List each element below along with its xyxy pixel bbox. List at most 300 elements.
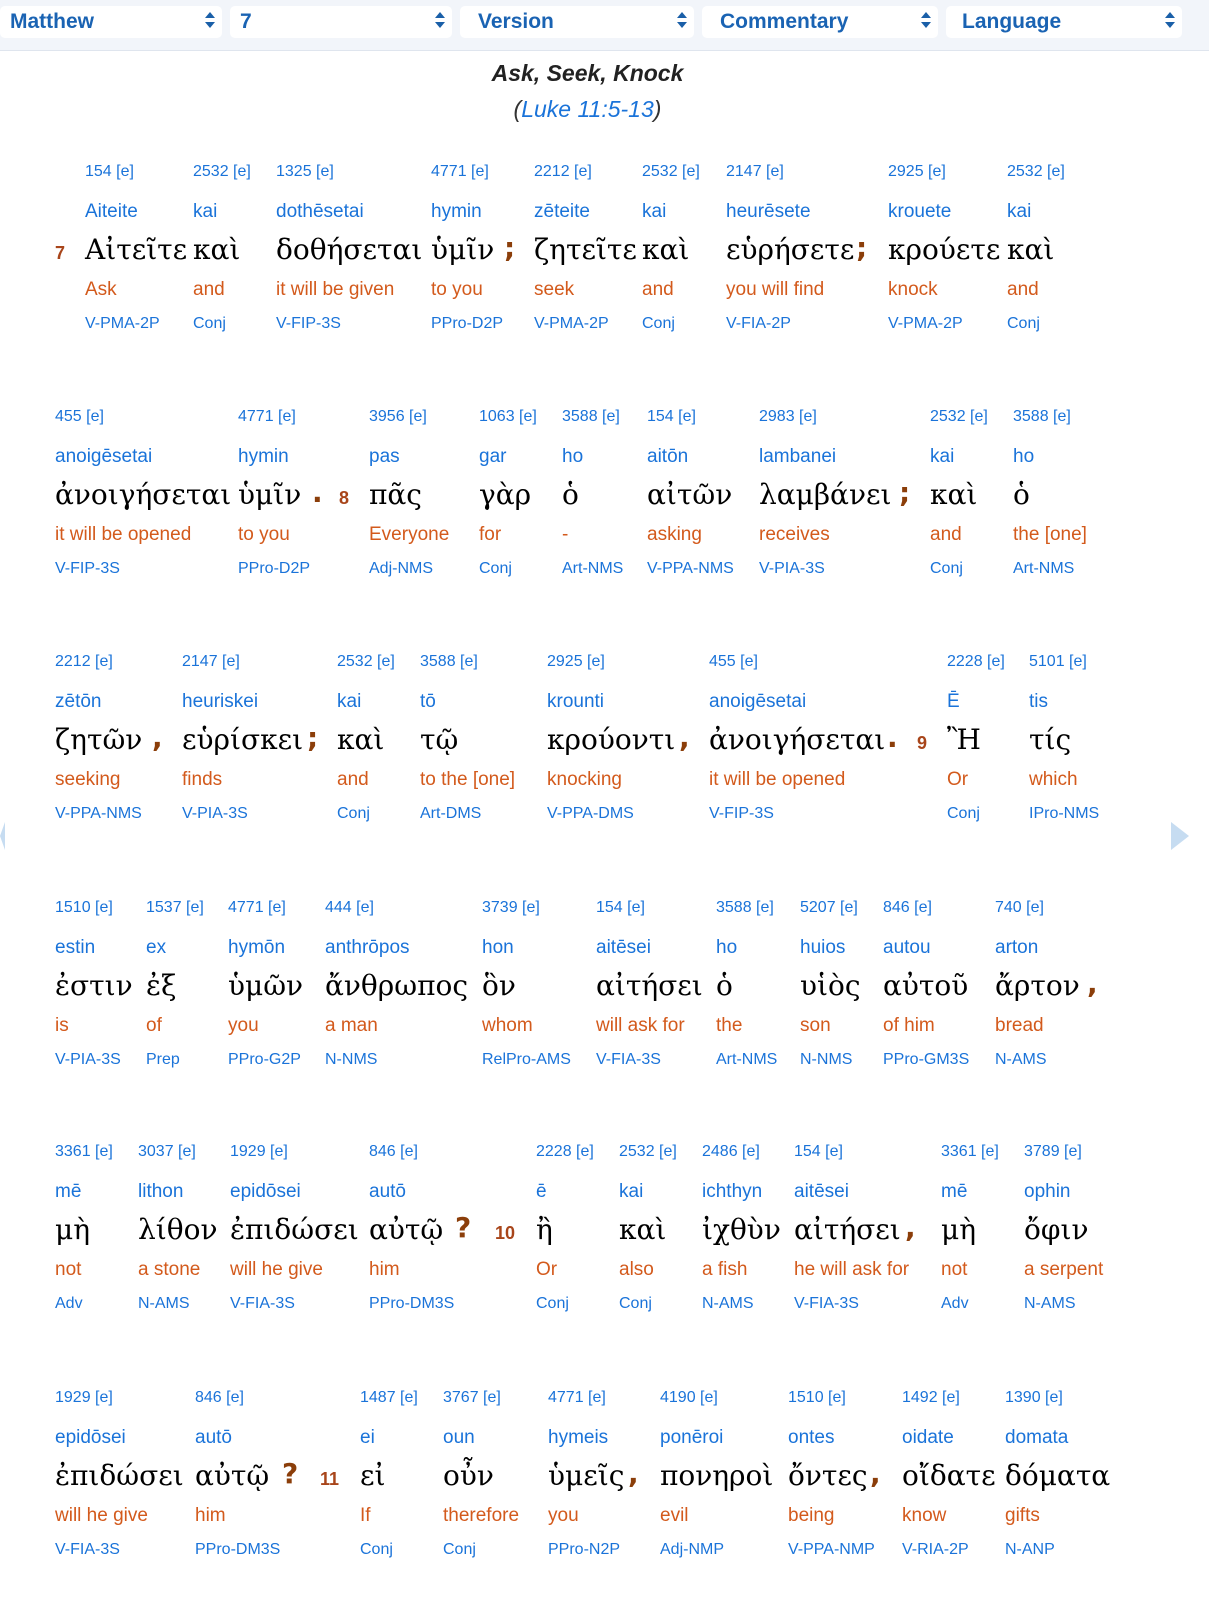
greek-word: γὰρ: [479, 478, 532, 511]
english-gloss: whom: [482, 1015, 533, 1036]
english-gloss: for: [479, 524, 502, 545]
english-gloss: will he give: [230, 1259, 323, 1280]
book-select[interactable]: [0, 6, 222, 38]
english-gloss: which: [1029, 769, 1078, 790]
punctuation: ;: [504, 231, 516, 264]
verse-number[interactable]: 9: [917, 733, 928, 753]
paren-open: (: [513, 96, 522, 122]
transliteration-link[interactable]: kai: [1007, 201, 1032, 222]
greek-word: πᾶς: [369, 478, 422, 511]
strongs-number-link[interactable]: 444 [e]: [325, 899, 374, 916]
chapter-select-value: 7: [240, 10, 252, 33]
greek-word: ἰχθὺν: [702, 1213, 781, 1246]
selector-bar: [0, 0, 1209, 51]
greek-word: ὁ: [562, 478, 579, 511]
strongs-number-link[interactable]: 1492 [e]: [902, 1389, 960, 1406]
transliteration-link[interactable]: lithon: [138, 1181, 184, 1202]
strongs-number-link[interactable]: 3588 [e]: [562, 408, 620, 425]
strongs-number-link[interactable]: 2228 [e]: [536, 1143, 594, 1160]
parsing-code-link[interactable]: Adv: [941, 1295, 969, 1312]
parsing-code-link[interactable]: Art-NMS: [1013, 560, 1075, 577]
greek-word: ὃν: [482, 969, 516, 1002]
greek-word: κρούοντι: [547, 723, 676, 756]
english-gloss: a serpent: [1024, 1259, 1104, 1280]
greek-word: εἰ: [360, 1459, 386, 1492]
parsing-code-link[interactable]: V-PIA-3S: [182, 805, 248, 822]
greek-word: καὶ: [337, 723, 385, 756]
section-heading: Ask, Seek, Knock: [491, 60, 684, 86]
transliteration-link[interactable]: aitēsei: [794, 1181, 849, 1202]
punctuation: ?: [282, 1457, 299, 1490]
english-gloss: evil: [660, 1505, 689, 1526]
parsing-code-link[interactable]: Art-NMS: [716, 1051, 778, 1068]
strongs-number-link[interactable]: 154 [e]: [596, 899, 645, 916]
parsing-code-link[interactable]: V-PPA-NMS: [647, 560, 734, 577]
greek-word: δόματα: [1005, 1459, 1111, 1492]
transliteration-link[interactable]: heuriskei: [182, 691, 259, 712]
parsing-code-link[interactable]: N-AMS: [995, 1051, 1047, 1068]
up-down-arrows-icon: [1164, 11, 1176, 31]
transliteration-link[interactable]: zētōn: [55, 691, 102, 712]
parsing-code-link[interactable]: PPro-D2P: [238, 560, 311, 577]
english-gloss: -: [562, 524, 569, 545]
strongs-number-link[interactable]: 1390 [e]: [1005, 1389, 1063, 1406]
paren-close: ): [653, 96, 662, 122]
transliteration-link[interactable]: kai: [619, 1181, 644, 1202]
parsing-code-link[interactable]: V-PMA-2P: [534, 315, 609, 332]
english-gloss: and: [930, 524, 962, 545]
transliteration-link[interactable]: hon: [482, 937, 514, 958]
english-gloss: also: [619, 1259, 654, 1280]
transliteration-link[interactable]: ho: [716, 937, 738, 958]
strongs-number-link[interactable]: 4771 [e]: [431, 163, 489, 180]
greek-word: πονηροὶ: [660, 1459, 774, 1492]
transliteration-link[interactable]: ichthyn: [702, 1181, 763, 1202]
greek-word: αὐτῷ: [195, 1459, 270, 1492]
greek-word: ζητεῖτε: [534, 233, 637, 266]
greek-word: ἄνθρωπος: [325, 969, 469, 1002]
language-select-value: Language: [962, 10, 1062, 33]
parsing-code-link[interactable]: Conj: [193, 315, 226, 332]
parsing-code-link[interactable]: Conj: [479, 560, 512, 577]
strongs-number-link[interactable]: 154 [e]: [647, 408, 696, 425]
parsing-code-link[interactable]: N-AMS: [702, 1295, 754, 1312]
strongs-number-link[interactable]: 3789 [e]: [1024, 1143, 1082, 1160]
transliteration-link[interactable]: anthrōpos: [325, 937, 410, 958]
strongs-number-link[interactable]: 1929 [e]: [55, 1389, 113, 1406]
strongs-number-link[interactable]: 3767 [e]: [443, 1389, 501, 1406]
transliteration-link[interactable]: krouete: [888, 201, 952, 222]
strongs-number-link[interactable]: 2228 [e]: [947, 653, 1005, 670]
strongs-number-link[interactable]: 3739 [e]: [482, 899, 540, 916]
english-gloss: a man: [325, 1015, 378, 1036]
english-gloss: If: [360, 1505, 371, 1526]
parsing-code-link[interactable]: Adv: [55, 1295, 83, 1312]
english-gloss: and: [193, 279, 225, 300]
parsing-code-link[interactable]: Art-DMS: [420, 805, 482, 822]
parsing-code-link[interactable]: PPro-D2P: [431, 315, 504, 332]
strongs-number-link[interactable]: 4771 [e]: [228, 899, 286, 916]
cross-reference: [0, 96, 1175, 123]
parsing-code-link[interactable]: V-FIA-3S: [596, 1051, 661, 1068]
transliteration-link[interactable]: autō: [369, 1181, 406, 1202]
greek-word: ὑμεῖς: [548, 1459, 625, 1492]
interlinear-row: [0, 653, 1209, 853]
parsing-code-link[interactable]: Conj: [443, 1541, 476, 1558]
greek-word: ὁ: [1013, 478, 1030, 511]
parsing-code-link[interactable]: V-PMA-2P: [85, 315, 160, 332]
english-gloss: finds: [182, 769, 223, 790]
transliteration-link[interactable]: ho: [1013, 446, 1035, 467]
english-gloss: bread: [995, 1015, 1044, 1036]
english-gloss: Everyone: [369, 524, 450, 545]
greek-word: ἐπιδώσει: [230, 1213, 359, 1246]
strongs-number-link[interactable]: 5207 [e]: [800, 899, 858, 916]
greek-word: μὴ: [941, 1213, 976, 1246]
version-select-value: Version: [478, 10, 554, 33]
english-gloss: the: [716, 1015, 743, 1036]
strongs-number-link[interactable]: 846 [e]: [883, 899, 932, 916]
transliteration-link[interactable]: kai: [337, 691, 362, 712]
greek-word: καὶ: [930, 478, 978, 511]
greek-word: αἰτήσει: [794, 1213, 901, 1246]
interlinear-row: [0, 408, 1209, 608]
greek-word: αἰτῶν: [647, 478, 733, 511]
strongs-number-link[interactable]: 2532 [e]: [1007, 163, 1065, 180]
transliteration-link[interactable]: heurēsete: [726, 201, 811, 222]
transliteration-link[interactable]: kai: [642, 201, 667, 222]
transliteration-link[interactable]: oidate: [902, 1427, 954, 1448]
strongs-number-link[interactable]: 4771 [e]: [238, 408, 296, 425]
transliteration-link[interactable]: mē: [941, 1181, 968, 1202]
transliteration-link[interactable]: mē: [55, 1181, 82, 1202]
punctuation: ;: [899, 476, 911, 509]
english-gloss: not: [941, 1259, 968, 1280]
english-gloss: Or: [536, 1259, 558, 1280]
greek-word: τῷ: [420, 723, 459, 756]
transliteration-link[interactable]: pas: [369, 446, 400, 467]
strongs-number-link[interactable]: 3361 [e]: [941, 1143, 999, 1160]
transliteration-link[interactable]: arton: [995, 937, 1039, 958]
strongs-number-link[interactable]: 154 [e]: [794, 1143, 843, 1160]
transliteration-link[interactable]: autō: [195, 1427, 232, 1448]
english-gloss: receives: [759, 524, 830, 545]
english-gloss: a stone: [138, 1259, 201, 1280]
english-gloss: seeking: [55, 769, 121, 790]
up-down-arrows-icon: [434, 11, 446, 31]
transliteration-link[interactable]: tō: [420, 691, 436, 712]
transliteration-link[interactable]: ontes: [788, 1427, 835, 1448]
transliteration-link[interactable]: gar: [479, 446, 507, 467]
parsing-code-link[interactable]: V-FIP-3S: [276, 315, 341, 332]
strongs-number-link[interactable]: 3361 [e]: [55, 1143, 113, 1160]
up-down-arrows-icon: [920, 11, 932, 31]
english-gloss: knock: [888, 279, 938, 300]
english-gloss: will he give: [55, 1505, 148, 1526]
strongs-number-link[interactable]: 1929 [e]: [230, 1143, 288, 1160]
punctuation: ;: [856, 231, 868, 264]
strongs-number-link[interactable]: 455 [e]: [709, 653, 758, 670]
parsing-code-link[interactable]: N-AMS: [138, 1295, 190, 1312]
strongs-number-link[interactable]: 3956 [e]: [369, 408, 427, 425]
punctuation: ,: [870, 1457, 881, 1490]
transliteration-link[interactable]: ophin: [1024, 1181, 1071, 1202]
cross-reference-link[interactable]: Luke 11:5-13: [521, 96, 654, 122]
verse-number[interactable]: 10: [495, 1223, 516, 1243]
transliteration-link[interactable]: ē: [536, 1181, 547, 1202]
parsing-code-link[interactable]: Conj: [536, 1295, 569, 1312]
strongs-number-link[interactable]: 4190 [e]: [660, 1389, 718, 1406]
greek-word: ὄντες: [788, 1459, 868, 1492]
english-gloss: will ask for: [596, 1015, 685, 1036]
strongs-number-link[interactable]: 2212 [e]: [534, 163, 592, 180]
parsing-code-link[interactable]: Adj-NMS: [369, 560, 434, 577]
strongs-number-link[interactable]: 3588 [e]: [1013, 408, 1071, 425]
interlinear-row: [0, 899, 1209, 1099]
greek-word: υἱὸς: [800, 969, 861, 1002]
parsing-code-link[interactable]: PPro-G2P: [228, 1051, 301, 1068]
parsing-code-link[interactable]: N-ANP: [1005, 1541, 1055, 1558]
greek-word: ζητῶν: [55, 723, 143, 756]
transliteration-link[interactable]: ho: [562, 446, 584, 467]
transliteration-link[interactable]: ei: [360, 1427, 375, 1448]
greek-word: τίς: [1029, 723, 1072, 756]
strongs-number-link[interactable]: 1063 [e]: [479, 408, 537, 425]
strongs-number-link[interactable]: 4771 [e]: [548, 1389, 606, 1406]
parsing-code-link[interactable]: PPro-GM3S: [883, 1051, 970, 1068]
transliteration-link[interactable]: Ē: [947, 691, 960, 712]
english-gloss: knocking: [547, 769, 622, 790]
up-down-arrows-icon: [676, 11, 688, 31]
parsing-code-link[interactable]: V-PMA-2P: [888, 315, 963, 332]
greek-word: ἢ: [536, 1213, 553, 1246]
english-gloss: Ask: [85, 279, 117, 300]
transliteration-link[interactable]: epidōsei: [230, 1181, 301, 1202]
parsing-code-link[interactable]: PPro-N2P: [548, 1541, 621, 1558]
english-gloss: and: [337, 769, 369, 790]
strongs-number-link[interactable]: 154 [e]: [85, 163, 134, 180]
parsing-code-link[interactable]: V-FIP-3S: [55, 560, 120, 577]
strongs-number-link[interactable]: 3588 [e]: [420, 653, 478, 670]
english-gloss: seek: [534, 279, 575, 300]
language-select[interactable]: [946, 6, 1182, 38]
parsing-code-link[interactable]: V-RIA-2P: [902, 1541, 969, 1558]
english-gloss: he will ask for: [794, 1259, 910, 1280]
strongs-number-link[interactable]: 2212 [e]: [55, 653, 113, 670]
strongs-number-link[interactable]: 2532 [e]: [619, 1143, 677, 1160]
up-down-arrows-icon: [204, 11, 216, 31]
transliteration-link[interactable]: estin: [55, 937, 96, 958]
strongs-number-link[interactable]: 846 [e]: [369, 1143, 418, 1160]
strongs-number-link[interactable]: 740 [e]: [995, 899, 1044, 916]
strongs-number-link[interactable]: 2532 [e]: [193, 163, 251, 180]
english-gloss: a fish: [702, 1259, 748, 1280]
parsing-code-link[interactable]: Conj: [947, 805, 980, 822]
greek-word: Ἢ: [947, 723, 981, 756]
commentary-select[interactable]: [702, 6, 938, 38]
greek-word: ἐξ: [146, 969, 177, 1002]
greek-word: λαμβάνει: [759, 478, 892, 511]
parsing-code-link[interactable]: PPro-DM3S: [195, 1541, 281, 1558]
transliteration-link[interactable]: kai: [193, 201, 218, 222]
english-gloss: the [one]: [1013, 524, 1087, 545]
transliteration-link[interactable]: hymeis: [548, 1427, 609, 1448]
english-gloss: Or: [947, 769, 969, 790]
transliteration-link[interactable]: oun: [443, 1427, 475, 1448]
transliteration-link[interactable]: domata: [1005, 1427, 1069, 1448]
strongs-number-link[interactable]: 2147 [e]: [726, 163, 784, 180]
transliteration-link[interactable]: anoigēsetai: [55, 446, 153, 467]
transliteration-link[interactable]: krounti: [547, 691, 605, 712]
verse-number[interactable]: 8: [339, 488, 350, 508]
parsing-code-link[interactable]: V-PPA-DMS: [547, 805, 634, 822]
english-gloss: it will be given: [276, 279, 395, 300]
english-gloss: to you: [431, 279, 483, 300]
transliteration-link[interactable]: kai: [930, 446, 955, 467]
parsing-code-link[interactable]: IPro-NMS: [1029, 805, 1100, 822]
greek-word: ὁ: [716, 969, 733, 1002]
transliteration-link[interactable]: zēteite: [534, 201, 590, 222]
english-gloss: and: [1007, 279, 1039, 300]
punctuation: .: [887, 721, 898, 754]
parsing-code-link[interactable]: N-NMS: [325, 1051, 378, 1068]
transliteration-link[interactable]: ponēroi: [660, 1427, 724, 1448]
punctuation: ,: [1087, 967, 1098, 1000]
greek-word: καὶ: [193, 233, 241, 266]
transliteration-link[interactable]: huios: [800, 937, 846, 958]
chapter-select[interactable]: [230, 6, 452, 38]
strongs-number-link[interactable]: 2925 [e]: [888, 163, 946, 180]
english-gloss: know: [902, 1505, 947, 1526]
english-gloss: to the [one]: [420, 769, 516, 790]
parsing-code-link[interactable]: V-FIA-3S: [55, 1541, 120, 1558]
greek-word: ἐστιν: [55, 969, 133, 1002]
strongs-number-link[interactable]: 3037 [e]: [138, 1143, 196, 1160]
greek-word: ἀνοιγήσεται: [55, 478, 232, 511]
parsing-code-link[interactable]: Conj: [337, 805, 370, 822]
greek-word: αἰτήσει: [596, 969, 703, 1002]
parsing-code-link[interactable]: V-FIP-3S: [709, 805, 774, 822]
transliteration-link[interactable]: Aiteite: [85, 201, 138, 222]
interlinear-row: [0, 1389, 1209, 1589]
parsing-code-link[interactable]: V-PPA-NMS: [55, 805, 142, 822]
commentary-select-value: Commentary: [720, 10, 849, 33]
strongs-number-link[interactable]: 1510 [e]: [55, 899, 113, 916]
english-gloss: not: [55, 1259, 82, 1280]
strongs-number-link[interactable]: 455 [e]: [55, 408, 104, 425]
strongs-number-link[interactable]: 2486 [e]: [702, 1143, 760, 1160]
parsing-code-link[interactable]: Conj: [642, 315, 675, 332]
transliteration-link[interactable]: anoigēsetai: [709, 691, 807, 712]
english-gloss: of: [146, 1015, 162, 1036]
verse-number[interactable]: 11: [320, 1469, 340, 1489]
strongs-number-link[interactable]: 1325 [e]: [276, 163, 334, 180]
strongs-number-link[interactable]: 846 [e]: [195, 1389, 244, 1406]
verse-number[interactable]: 7: [55, 243, 66, 263]
parsing-code-link[interactable]: Conj: [930, 560, 963, 577]
english-gloss: therefore: [443, 1505, 520, 1526]
english-gloss: being: [788, 1505, 835, 1526]
greek-word: οἴδατε: [902, 1459, 996, 1492]
transliteration-link[interactable]: hymin: [238, 446, 289, 467]
greek-word: ὑμῖν: [431, 233, 495, 266]
transliteration-link[interactable]: aitōn: [647, 446, 689, 467]
greek-word: ἀνοιγήσεται: [709, 723, 886, 756]
parsing-code-link[interactable]: Conj: [1007, 315, 1040, 332]
transliteration-link[interactable]: hymōn: [228, 937, 286, 958]
punctuation: ,: [152, 721, 163, 754]
parsing-code-link[interactable]: V-FIA-3S: [794, 1295, 859, 1312]
transliteration-link[interactable]: hymin: [431, 201, 482, 222]
greek-word: εὑρίσκει: [182, 723, 304, 756]
punctuation: .: [312, 476, 323, 509]
greek-word: ἄρτον: [995, 969, 1080, 1002]
strongs-number-link[interactable]: 1510 [e]: [788, 1389, 846, 1406]
strongs-number-link[interactable]: 1537 [e]: [146, 899, 204, 916]
english-gloss: of him: [883, 1015, 935, 1036]
greek-word: Αἰτεῖτε: [85, 233, 188, 266]
parsing-code-link[interactable]: V-PIA-3S: [55, 1051, 121, 1068]
english-gloss: gifts: [1005, 1505, 1040, 1526]
english-gloss: him: [195, 1505, 226, 1526]
transliteration-link[interactable]: tis: [1029, 691, 1048, 712]
greek-word: ὄφιν: [1024, 1213, 1089, 1246]
strongs-number-link[interactable]: 2147 [e]: [182, 653, 240, 670]
english-gloss: you: [228, 1015, 259, 1036]
transliteration-link[interactable]: lambanei: [759, 446, 837, 467]
strongs-number-link[interactable]: 2532 [e]: [930, 408, 988, 425]
english-gloss: it will be opened: [55, 524, 192, 545]
greek-word: οὖν: [443, 1459, 494, 1492]
punctuation: ,: [679, 721, 690, 754]
english-gloss: it will be opened: [709, 769, 846, 790]
punctuation: ,: [628, 1457, 639, 1490]
book-select-value: Matthew: [10, 10, 94, 33]
transliteration-link[interactable]: ex: [146, 937, 167, 958]
parsing-code-link[interactable]: PPro-DM3S: [369, 1295, 455, 1312]
parsing-code-link[interactable]: Prep: [146, 1051, 180, 1068]
parsing-code-link[interactable]: N-NMS: [800, 1051, 853, 1068]
strongs-number-link[interactable]: 2925 [e]: [547, 653, 605, 670]
parsing-code-link[interactable]: RelPro-AMS: [482, 1051, 571, 1068]
greek-word: ἐπιδώσει: [55, 1459, 184, 1492]
greek-word: ὑμῶν: [228, 969, 304, 1002]
parsing-code-link[interactable]: V-FIA-3S: [230, 1295, 295, 1312]
transliteration-link[interactable]: aitēsei: [596, 937, 651, 958]
parsing-code-link[interactable]: V-PPA-NMP: [788, 1541, 875, 1558]
parsing-code-link[interactable]: Conj: [619, 1295, 652, 1312]
strongs-number-link[interactable]: 3588 [e]: [716, 899, 774, 916]
parsing-code-link[interactable]: V-PIA-3S: [759, 560, 825, 577]
parsing-code-link[interactable]: N-AMS: [1024, 1295, 1076, 1312]
parsing-code-link[interactable]: Conj: [360, 1541, 393, 1558]
strongs-number-link[interactable]: 1487 [e]: [360, 1389, 418, 1406]
transliteration-link[interactable]: autou: [883, 937, 931, 958]
transliteration-link[interactable]: dothēsetai: [276, 201, 364, 222]
strongs-number-link[interactable]: 2983 [e]: [759, 408, 817, 425]
strongs-number-link[interactable]: 2532 [e]: [337, 653, 395, 670]
strongs-number-link[interactable]: 2532 [e]: [642, 163, 700, 180]
parsing-code-link[interactable]: Adj-NMP: [660, 1541, 725, 1558]
parsing-code-link[interactable]: Art-NMS: [562, 560, 624, 577]
greek-word: εὑρήσετε: [726, 233, 855, 266]
punctuation: ?: [455, 1211, 472, 1244]
parsing-code-link[interactable]: V-FIA-2P: [726, 315, 791, 332]
version-select[interactable]: [460, 6, 694, 38]
transliteration-link[interactable]: epidōsei: [55, 1427, 126, 1448]
strongs-number-link[interactable]: 5101 [e]: [1029, 653, 1087, 670]
english-gloss: is: [55, 1015, 69, 1036]
